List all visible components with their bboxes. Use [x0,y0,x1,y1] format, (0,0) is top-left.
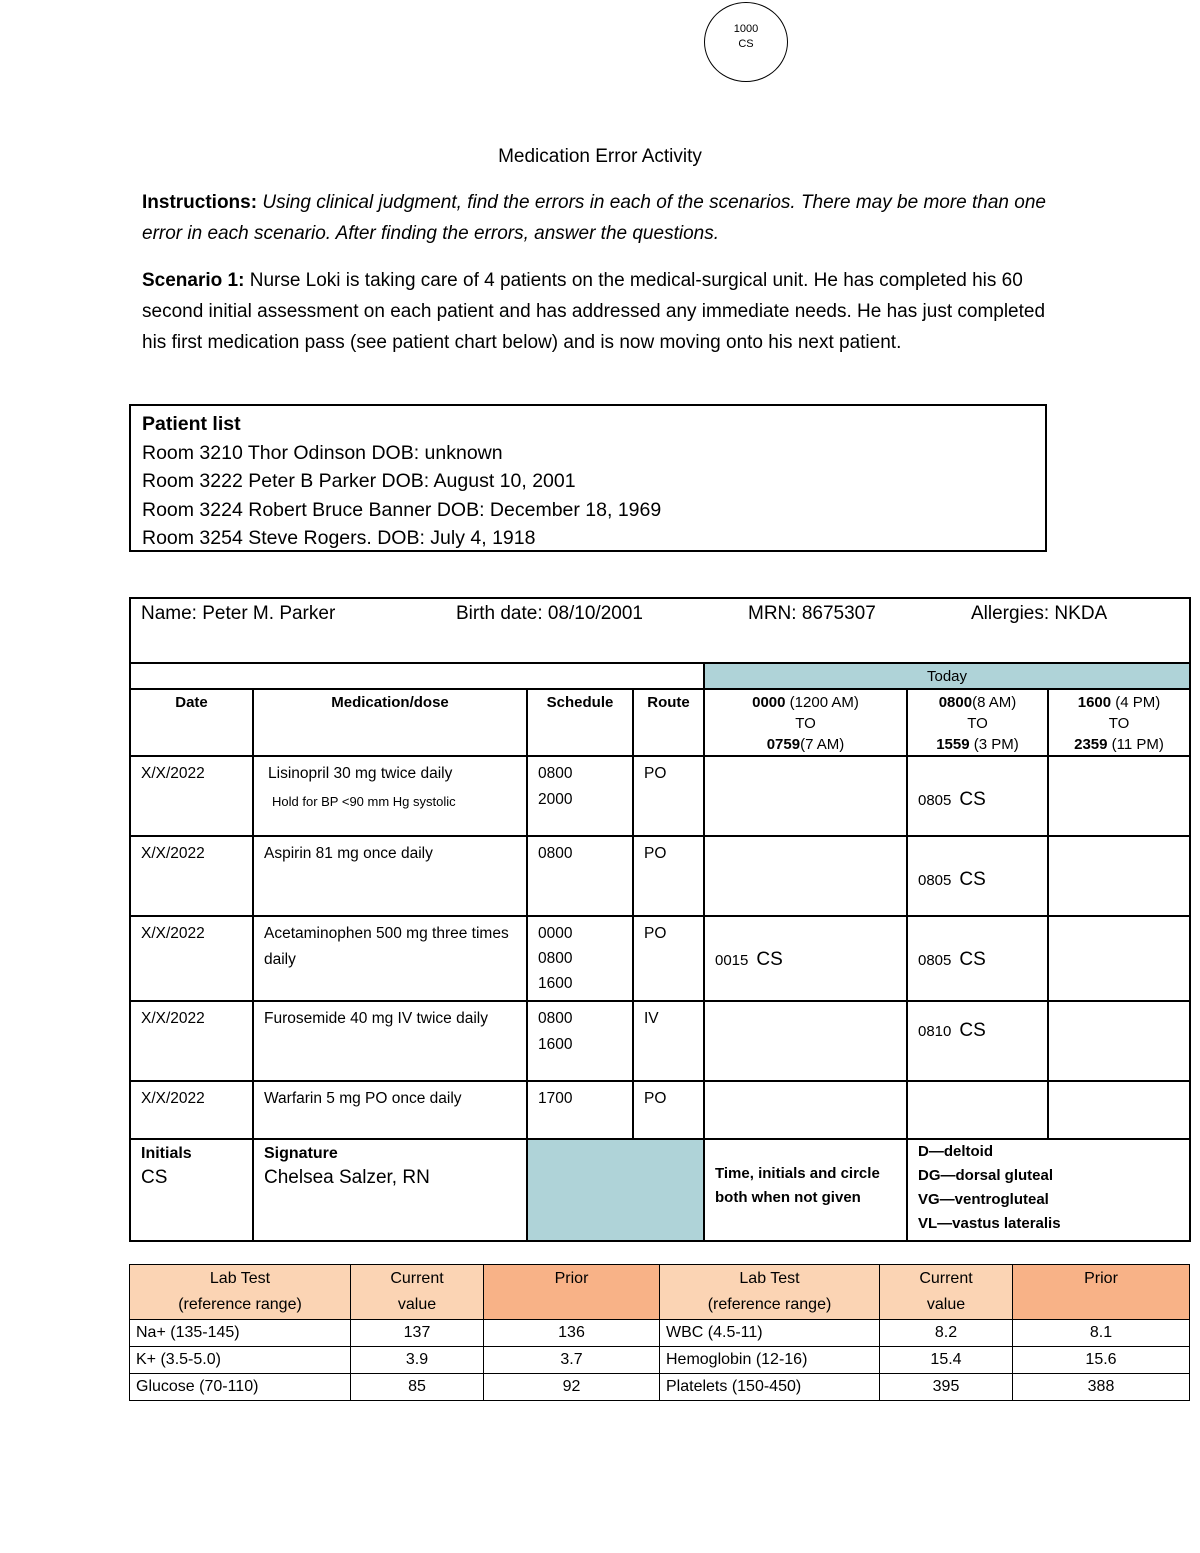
shaded-cell [527,1139,704,1241]
col-route: Route [633,689,704,756]
scenario-text: Nurse Loki is taking care of 4 patients on the medical-surgical unit. He has completed his 60 second initial assessment on each patient and has addressed any immediate needs. He has just completed his first medication pass (see patient chart below) and is now moving onto his next patient. [142,270,1046,353]
lab-current: 3.9 [351,1347,484,1374]
shift-2-admin[interactable]: 0810 CS [907,1001,1048,1081]
table-row [130,916,1190,1001]
lab-header-current: Current value [351,1265,484,1320]
mrn: MRN: 8675307 [748,603,876,624]
instructions [142,187,1062,249]
signature-cell: Signature Chelsea Salzer, RN [253,1139,527,1241]
patient-list-item: Room 3254 Steve Rogers. DOB: July 4, 1918 [142,527,536,550]
initials-stamp [704,2,788,82]
row-route: PO [633,1081,704,1139]
row-schedule: 0800 2000 [527,756,633,836]
blank-header-cell [130,663,704,689]
patient-name: Name: Peter M. Parker [141,603,336,624]
lab-test-name: Platelets (150-450) [660,1374,880,1401]
lab-current: 8.2 [880,1320,1013,1347]
initials-cell: Initials CS [130,1139,253,1241]
row-medication: Furosemide 40 mg IV twice daily [253,1001,527,1081]
row-medication: Warfarin 5 mg PO once daily [253,1081,527,1139]
col-shift-3: 1600 (4 PM) TO 2359 (11 PM) [1048,689,1190,756]
page-title: Medication Error Activity [498,146,702,167]
signature-row [130,1139,1190,1241]
table-row [130,1347,1190,1374]
shift-3-admin[interactable] [1048,836,1190,916]
lab-current: 85 [351,1374,484,1401]
row-schedule: 0800 1600 [527,1001,633,1081]
shift-1-admin[interactable] [704,1001,907,1081]
instructions-text: Using clinical judgment, find the errors in each of the scenarios. There may be more than one error in each scenario. After finding the errors, answer the questions. [142,192,1046,244]
medication-administration-record [129,597,1191,1242]
lab-test-name: Na+ (135-145) [130,1320,351,1347]
stamp-number: 1000 [733,23,759,35]
row-date: X/X/2022 [130,836,253,916]
lab-prior: 136 [484,1320,660,1347]
lab-test-name: WBC (4.5-11) [660,1320,880,1347]
row-route: PO [633,836,704,916]
lab-header-current: Current value [880,1265,1013,1320]
scenario-label: Scenario 1: [142,270,245,291]
patient-list-item: Room 3222 Peter B Parker DOB: August 10, 2001 [142,470,576,493]
shift-3-admin[interactable] [1048,756,1190,836]
birth-date: Birth date: 08/10/2001 [456,603,643,624]
row-medication: Lisinopril 30 mg twice daily Hold for BP <90 mm Hg systolic [253,756,527,836]
shift-1-admin[interactable] [704,1081,907,1139]
injection-sites-legend: D—deltoid DG—dorsal gluteal VG—ventrogluteal VL—vastus lateralis [907,1139,1190,1241]
table-row [130,1081,1190,1139]
shift-2-admin[interactable]: 0805 CS [907,756,1048,836]
nurse-initials: CS [141,1167,168,1188]
shift-1-admin[interactable] [704,756,907,836]
shift-3-admin[interactable] [1048,1001,1190,1081]
lab-header-prior: Prior [484,1265,660,1320]
row-date: X/X/2022 [130,1001,253,1081]
nurse-signature: Chelsea Salzer, RN [264,1167,430,1188]
patient-list-item: Room 3210 Thor Odinson DOB: unknown [142,441,503,464]
lab-test-name: Hemoglobin (12-16) [660,1347,880,1374]
lab-test-name: K+ (3.5-5.0) [130,1347,351,1374]
lab-prior: 8.1 [1013,1320,1190,1347]
table-row [130,836,1190,916]
shift-2-admin[interactable]: 0805 CS [907,916,1048,1001]
shift-2-admin[interactable]: 0805 CS [907,836,1048,916]
patient-list [129,404,1047,552]
patient-list-heading: Patient list [142,413,241,435]
shift-2-admin[interactable] [907,1081,1048,1139]
instructions-label: Instructions: [142,192,258,213]
row-medication: Aspirin 81 mg once daily [253,836,527,916]
row-date: X/X/2022 [130,756,253,836]
table-row [130,1001,1190,1081]
shift-3-admin[interactable] [1048,1081,1190,1139]
row-route: PO [633,916,704,1001]
row-medication: Acetaminophen 500 mg three times daily [253,916,527,1001]
shift-1-admin[interactable] [704,836,907,916]
row-date: X/X/2022 [130,1081,253,1139]
lab-prior: 3.7 [484,1347,660,1374]
lab-header-prior: Prior [1013,1265,1190,1320]
lab-prior: 388 [1013,1374,1190,1401]
row-route: PO [633,756,704,836]
row-schedule: 1700 [527,1081,633,1139]
col-shift-2: 0800(8 AM) TO 1559 (3 PM) [907,689,1048,756]
lab-test-name: Glucose (70-110) [130,1374,351,1401]
row-schedule: 0800 [527,836,633,916]
row-route: IV [633,1001,704,1081]
col-medication: Medication/dose [253,689,527,756]
shift-3-admin[interactable] [1048,916,1190,1001]
patient-header [130,598,1190,663]
today-header: Today [704,663,1190,689]
lab-current: 15.4 [880,1347,1013,1374]
scenario [142,265,1062,358]
lab-prior: 92 [484,1374,660,1401]
row-schedule: 0000 0800 1600 [527,916,633,1001]
table-row [130,1374,1190,1401]
row-date: X/X/2022 [130,916,253,1001]
lab-header-test: Lab Test (reference range) [660,1265,880,1320]
col-date: Date [130,689,253,756]
lab-prior: 15.6 [1013,1347,1190,1374]
lab-current: 137 [351,1320,484,1347]
table-row [130,756,1190,836]
stamp-initials: CS [738,38,754,50]
col-shift-1: 0000 (1200 AM) TO 0759(7 AM) [704,689,907,756]
lab-current: 395 [880,1374,1013,1401]
table-row [130,1320,1190,1347]
allergies: Allergies: NKDA [971,603,1108,624]
shift-1-admin[interactable]: 0015 CS [704,916,907,1001]
legend-note: Time, initials and circle both when not given [704,1139,907,1241]
patient-list-item: Room 3224 Robert Bruce Banner DOB: December 18, 1969 [142,498,662,521]
lab-header-test: Lab Test (reference range) [130,1265,351,1320]
lab-results-table [129,1264,1190,1401]
col-schedule: Schedule [527,689,633,756]
hold-parameter-note: Hold for BP <90 mm Hg systolic [272,794,456,809]
